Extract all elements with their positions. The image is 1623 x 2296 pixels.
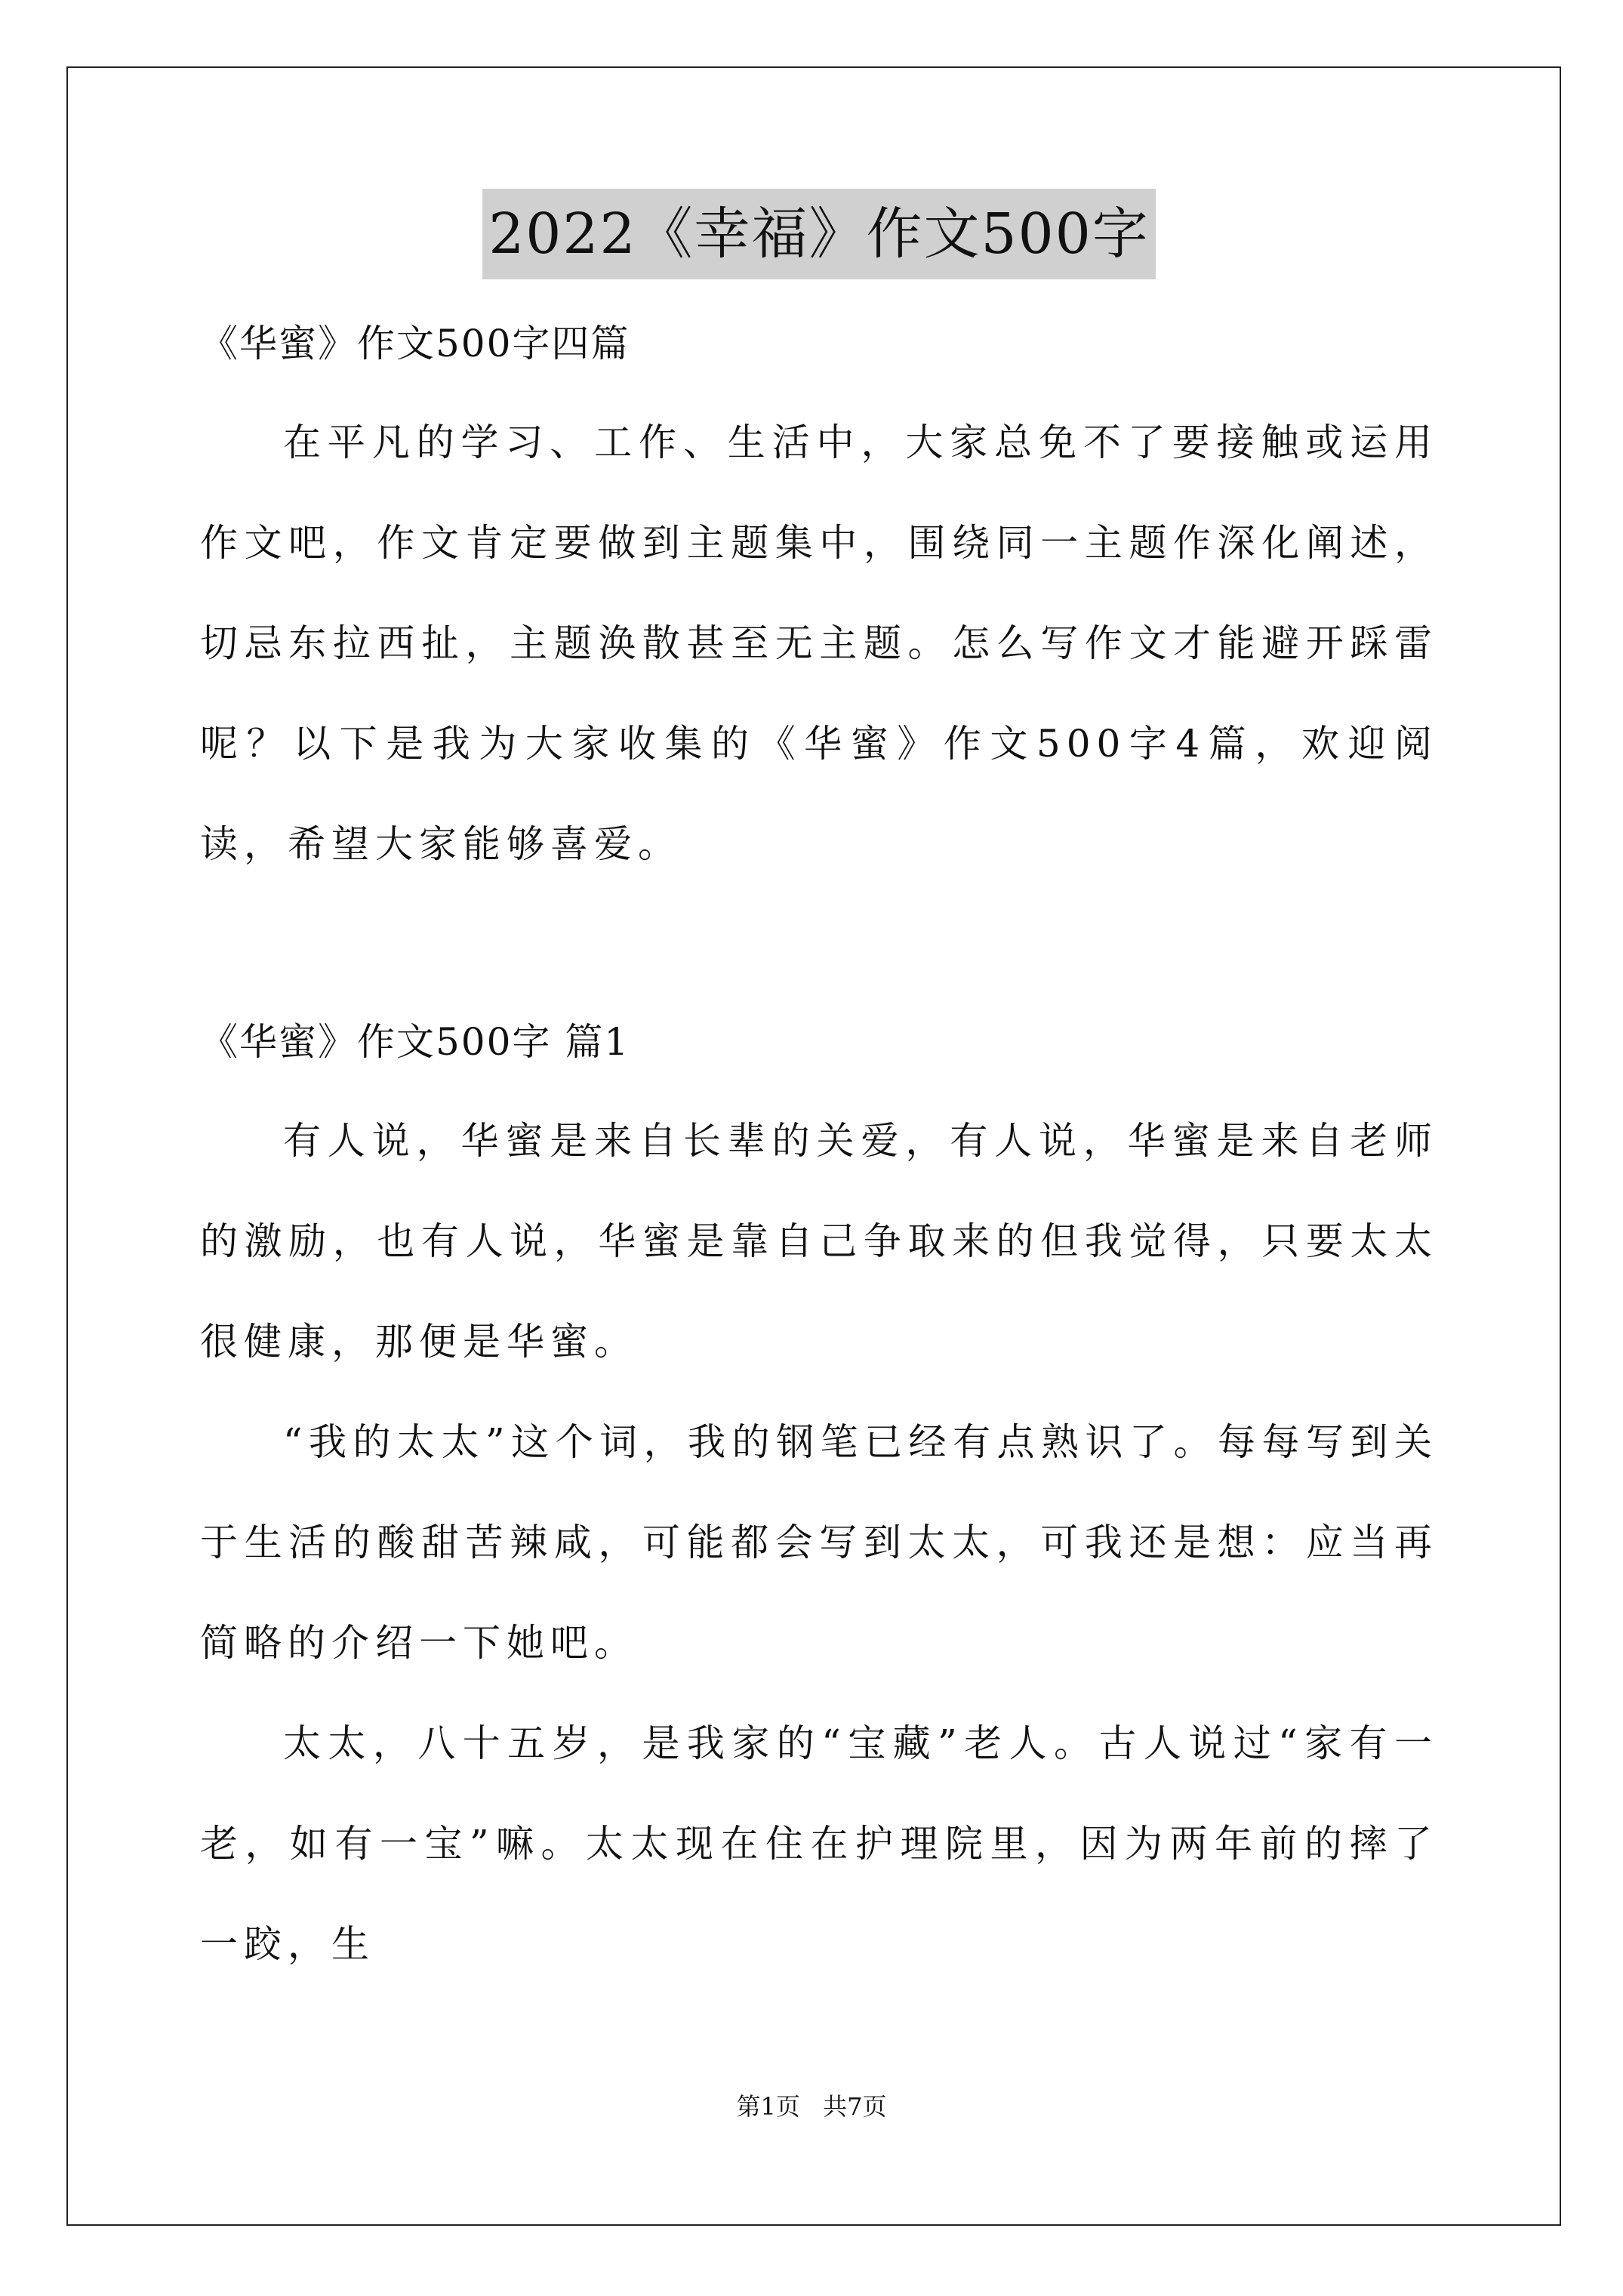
document-body [200, 189, 1438, 1995]
intro-paragraph: 在平凡的学习、工作、生活中，大家总免不了要接触或运用作文吧，作文肯定要做到主题集中，围绕同一主题作深化阐述，切忌东拉西扯，主题涣散甚至无主题。怎么写作文才能避开踩雷呢？以下是我为大家收集的《华蜜》作文500字4篇，欢迎阅读，希望大家能够喜爱。 [200, 421, 1438, 866]
page-footer [0, 2091, 1623, 2122]
section-spacer [200, 895, 1438, 993]
page-number-total: 共7页 [823, 2092, 887, 2121]
intro-heading: 《华蜜》作文500字四篇 [200, 322, 630, 365]
paragraph-1: 有人说，华蜜是来自长辈的关爱，有人说，华蜜是来自老师的激励，也有人说，华蜜是靠自己争取来的但我觉得，只要太太很健康，那便是华蜜。 [200, 1119, 1438, 1364]
page-number-current: 第1页 [736, 2092, 800, 2121]
paragraph-3: 太太，八十五岁，是我家的“宝藏”老人。古人说过“家有一老，如有一宝”嘛。太太现在住在护理院里，因为两年前的摔了一跤，生 [200, 1721, 1438, 1966]
document-title: 2022《幸福》作文500字 [482, 189, 1156, 279]
paragraph-2: “我的太太”这个词，我的钢笔已经有点熟识了。每每写到关于生活的酸甜苦辣咸，可能都会写到太太，可我还是想：应当再简略的介绍一下她吧。 [200, 1420, 1438, 1665]
section1-heading: 《华蜜》作文500字 篇1 [200, 1020, 630, 1064]
title-container [200, 189, 1438, 294]
